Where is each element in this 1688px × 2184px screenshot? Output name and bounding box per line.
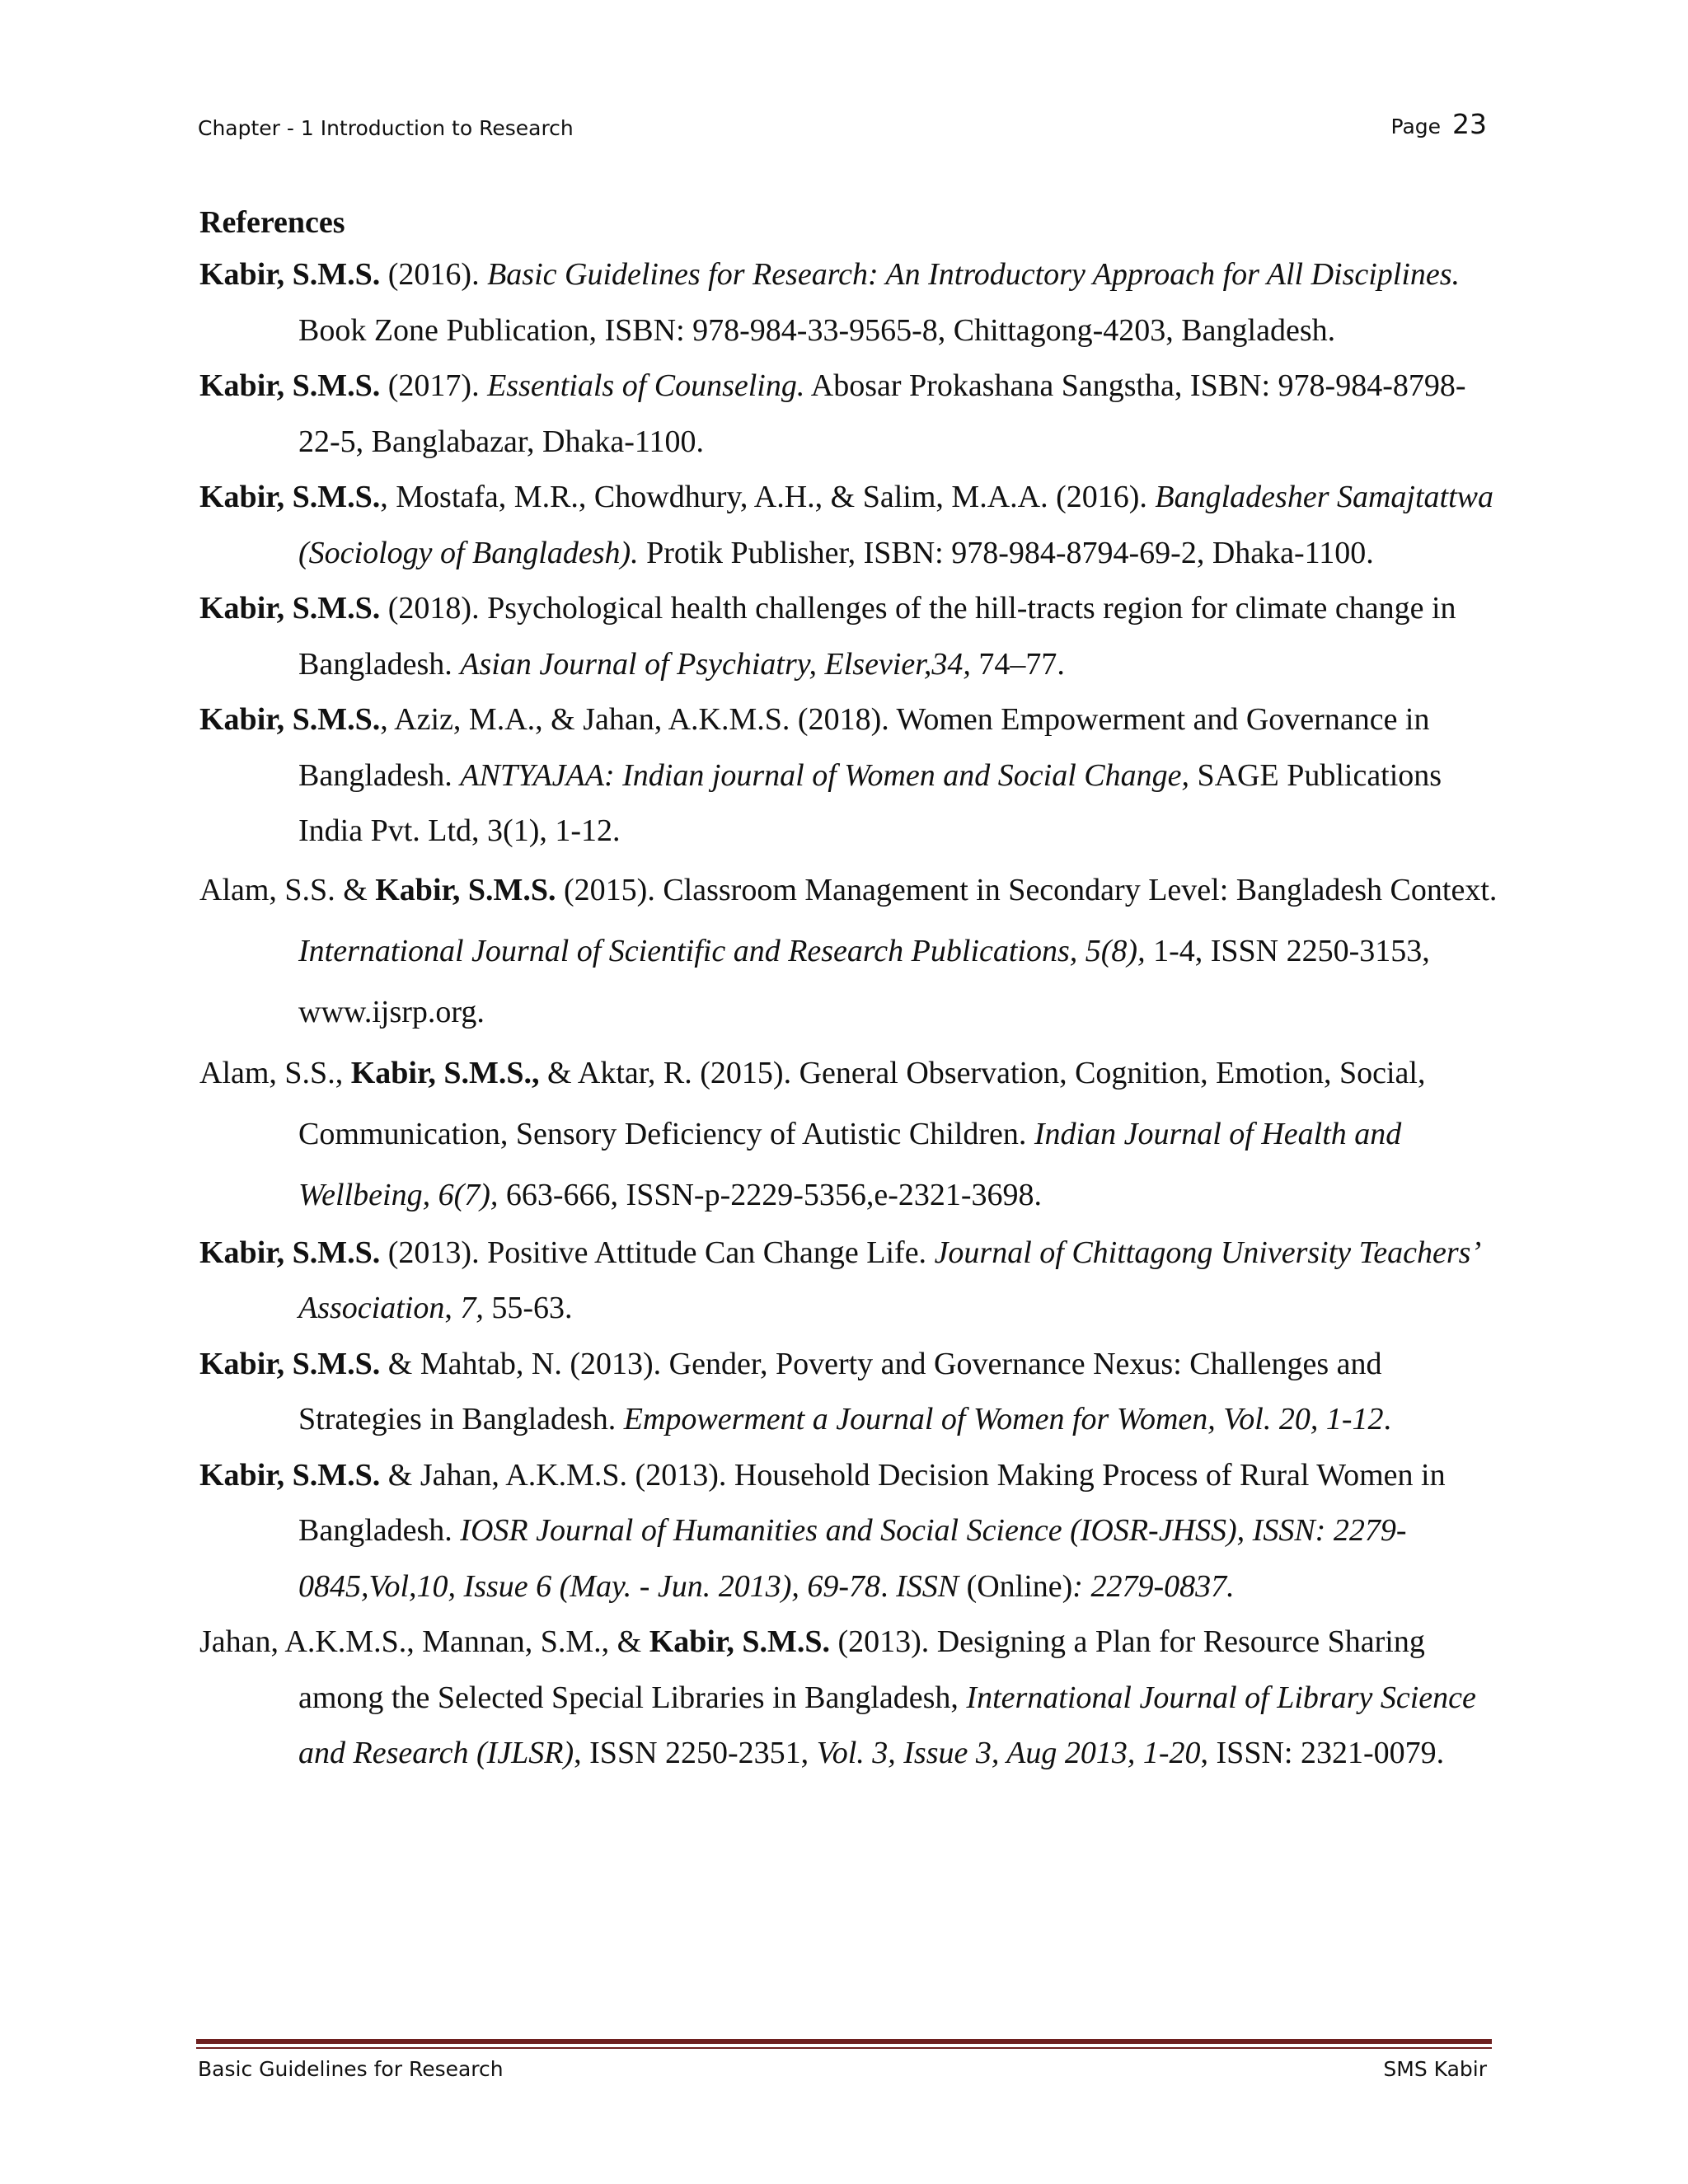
reference-entry: [199, 359, 1500, 470]
reference-text: & Aktar, R. (2015). General Observation, Cognition, Emotion, Social, Communication, Sensory Deficiency of Autistic Children.: [298, 1055, 1426, 1151]
reference-title: Basic Guidelines for Research: An Introductory Approach for All Disciplines.: [487, 257, 1461, 292]
author-name: Kabir, S.M.S.: [199, 1457, 381, 1493]
reference-title: Empowerment a Journal of Women for Women, Vol. 20, 1-12: [623, 1402, 1384, 1436]
reference-title: IOSR Journal of Humanities and Social Science (IOSR-JHSS), ISSN: 2279-0845,Vol,10, Issue 6 (May. - Jun. 2013), 69-78: [298, 1513, 1407, 1604]
reference-text: , ISSN: 2321-0079.: [1200, 1736, 1445, 1770]
reference-text: 74–77.: [970, 646, 1065, 682]
reference-text: (2017).: [380, 368, 488, 403]
page-number-label: [1391, 108, 1487, 140]
reference-text: Protik Publisher, ISBN: 978-984-8794-69-2, Dhaka-1100.: [638, 535, 1374, 570]
chapter-title: Chapter - 1 Introduction to Research: [198, 116, 574, 140]
reference-entry: [199, 692, 1500, 860]
reference-text: & Jahan, A.K.M.S. (2013). Household Decision Making Process of Rural Women in Bangladesh.: [298, 1457, 1446, 1548]
reference-title: Bangladesher Samajtattwa (Sociology of Bangladesh).: [298, 480, 1494, 570]
section-title: References: [199, 205, 345, 240]
reference-text: Alam, S.S.,: [199, 1055, 351, 1090]
reference-text: .: [1383, 1402, 1391, 1436]
reference-text: , ISSN 2250-2351,: [574, 1736, 817, 1770]
reference-text: & Mahtab, N. (2013). Gender, Poverty and Governance Nexus: Challenges and Strategies in Bangladesh.: [298, 1346, 1382, 1436]
reference-text: (Online): [959, 1568, 1073, 1604]
author-name: Kabir, S.M.S.: [199, 1346, 381, 1381]
reference-text: Jahan, A.K.M.S., Mannan, S.M., &: [199, 1624, 649, 1659]
reference-title: Journal of Chittagong University Teachers’ Association: [298, 1235, 1478, 1325]
author-name: Kabir, S.M.S.: [375, 872, 556, 907]
reference-text: (2015). Classroom Management in Secondary Level: Bangladesh Context.: [556, 872, 1498, 907]
reference-title: ISSN: [896, 1568, 959, 1604]
footer-rule-thin: [196, 2047, 1492, 2049]
page-number: 23: [1452, 108, 1487, 140]
reference-entry: [199, 581, 1500, 692]
reference-text: (2018). Psychological health challenges of the hill-tracts region for climate change in Bangladesh.: [298, 591, 1456, 682]
reference-text: 55-63.: [483, 1291, 573, 1325]
reference-title: International Journal of Library Science and Research (IJLSR): [298, 1680, 1476, 1770]
author-name: Kabir, S.M.S.,: [350, 1055, 540, 1090]
reference-title: Indian Journal of Health and Wellbeing, 6(7),: [298, 1116, 1402, 1212]
reference-text: , Mostafa, M.R., Chowdhury, A.H., & Salim, M.A.A. (2016).: [380, 480, 1156, 514]
reference-text: .: [880, 1568, 897, 1604]
reference-entry: [199, 1615, 1500, 1782]
author-name: Kabir, S.M.S.: [199, 257, 381, 292]
reference-text: Book Zone Publication, ISBN: 978-984-33-9565-8, Chittagong-4203, Bangladesh.: [298, 312, 1336, 348]
reference-title: International Journal of Scientific and Research Publications, 5(8),: [298, 933, 1146, 968]
reference-entry: [199, 247, 1500, 359]
author-name: Kabir, S.M.S.: [649, 1624, 830, 1659]
reference-title: Vol. 3, Issue 3, Aug 2013, 1-20: [816, 1736, 1201, 1770]
reference-title: : 2279-0837.: [1072, 1568, 1235, 1604]
reference-text: SAGE Publications India Pvt. Ltd, 3(1), 1-12.: [298, 757, 1442, 848]
reference-text: (2013). Designing a Plan for Resource Sharing among the Selected Special Libraries in Bangladesh,: [298, 1624, 1425, 1715]
reference-entry: [199, 1448, 1500, 1615]
reference-title: Essentials of Counseling.: [487, 368, 805, 403]
author-name: Kabir, S.M.S.: [199, 368, 381, 403]
reference-title: Asian Journal of Psychiatry, Elsevier,34,: [460, 646, 971, 682]
references-section: [199, 198, 1500, 1782]
reference-text: , Aziz, M.A., & Jahan, A.K.M.S. (2018). Women Empowerment and Governance in Bangladesh.: [298, 702, 1430, 793]
reference-text: ,: [444, 1291, 461, 1325]
reference-text: 663-666, ISSN-p-2229-5356,e-2321-3698.: [498, 1177, 1043, 1212]
reference-entry: [199, 1043, 1500, 1226]
reference-entry: [199, 470, 1500, 581]
reference-entry: [199, 1226, 1500, 1337]
reference-entry: [199, 1337, 1500, 1448]
reference-text: (2013). Positive Attitude Can Change Life.: [380, 1235, 935, 1270]
author-name: Kabir, S.M.S.: [199, 480, 381, 514]
page-header: [198, 105, 1487, 147]
reference-title: ANTYAJAA: Indian journal of Women and Social Change,: [460, 757, 1189, 793]
page-label: Page: [1390, 115, 1442, 138]
footer-book-title: Basic Guidelines for Research: [198, 2057, 504, 2081]
reference-list: [199, 247, 1500, 1782]
footer-rule: [196, 2039, 1492, 2044]
reference-text: 1-4, ISSN 2250-3153, www.ijsrp.org.: [298, 933, 1430, 1029]
reference-text: Alam, S.S. &: [199, 872, 376, 907]
footer-author: SMS Kabir: [1383, 2057, 1487, 2081]
author-name: Kabir, S.M.S.: [199, 1235, 381, 1270]
reference-text: Abosar Prokashana Sangstha, ISBN: 978-984-8798-22-5, Banglabazar, Dhaka-1100.: [298, 368, 1466, 459]
reference-entry: [199, 860, 1500, 1043]
reference-title: 7,: [460, 1291, 484, 1325]
author-name: Kabir, S.M.S.: [199, 591, 381, 626]
author-name: Kabir, S.M.S.: [199, 702, 381, 737]
reference-text: (2016).: [380, 257, 488, 292]
